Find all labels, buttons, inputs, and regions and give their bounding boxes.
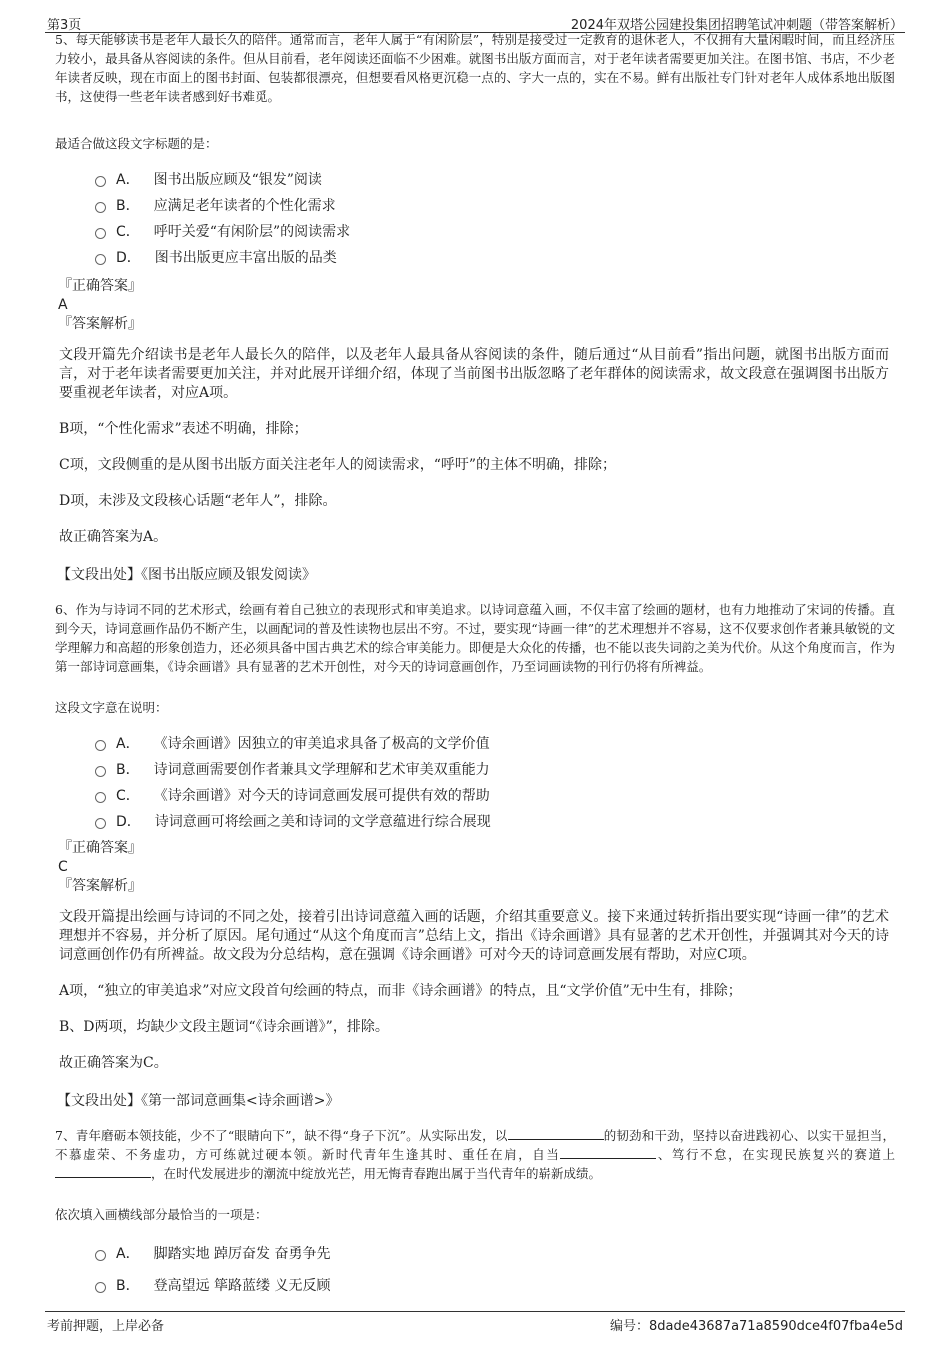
radio-icon[interactable] xyxy=(95,766,106,777)
q6-stem: 这段文字意在说明： xyxy=(55,700,168,715)
q6-answer-tag: 『正确答案』 xyxy=(58,840,142,856)
radio-icon[interactable] xyxy=(95,202,106,213)
q5-analysis xyxy=(59,346,889,547)
q7-stem: 依次填入画横线部分最恰当的一项是： xyxy=(55,1207,268,1222)
radio-icon[interactable] xyxy=(95,228,106,239)
q7-passage xyxy=(55,1126,895,1183)
q5-options xyxy=(95,166,895,270)
q5-answer-tag: 『正确答案』 xyxy=(58,278,142,294)
q6-analysis-para: 故正确答案为C。 xyxy=(59,1055,168,1071)
q5-analysis-para: 故正确答案为A。 xyxy=(59,529,168,545)
q7-option-b[interactable]: B． 登高望远 筚路蓝缕 义无反顾 xyxy=(95,1269,895,1301)
q5-option-b[interactable]: B． 应满足老年读者的个性化需求 xyxy=(95,192,895,218)
q6-analysis-para: B、D两项，均缺少文段主题词“《诗余画谱》”，排除。 xyxy=(59,1019,389,1035)
q5-analysis-tag: 『答案解析』 xyxy=(58,316,142,332)
q7-passage-part: 、笃行不怠，在实现民族复兴的赛道上 xyxy=(656,1147,895,1162)
q6-source: 【文段出处】《第一部词意画集<诗余画谱>》 xyxy=(57,1093,340,1109)
q6-answer: C xyxy=(58,859,68,875)
fill-blank xyxy=(508,1127,604,1140)
q5-analysis-para: 文段开篇先介绍读书是老年人最长久的陪伴，以及老年人最具备从容阅读的条件，随后通过“从目前看”指出问题，就图书出版方面而言，对于老年读者需要更加关注，并对此展开详细介绍，体现了当前图书出版忽略了老年群体的阅读需求，故文段意在强调图书出版方要重视老年读者，对应A项。 xyxy=(59,347,889,401)
q6-analysis-para: A项，“独立的审美追求”对应文段首句绘画的特点，而非《诗余画谱》的特点，且“文学价值”无中生有，排除； xyxy=(59,983,742,999)
q7-passage-part: 7、青年磨砺本领技能，少不了“眼睛向下”，缺不得“身子下沉”。从实际出发，以 xyxy=(55,1128,508,1143)
document-title: 2024年双塔公园建投集团招聘笔试冲刺题（带答案解析） xyxy=(570,18,903,33)
radio-icon[interactable] xyxy=(95,1250,106,1261)
q6-analysis-tag: 『答案解析』 xyxy=(58,878,142,894)
q6-option-c[interactable]: C． 《诗余画谱》对今天的诗词意画发展可提供有效的帮助 xyxy=(95,782,895,808)
fill-blank xyxy=(55,1165,151,1178)
footer-slogan: 考前押题，上岸必备 xyxy=(47,1319,165,1334)
q5-answer: A xyxy=(58,297,68,313)
q6-analysis-para: 文段开篇提出绘画与诗词的不同之处，接着引出诗词意蕴入画的话题，介绍其重要意义。接下来通过转折指出要实现“诗画一律”的艺术理想并不容易，并分析了原因。尾句通过“从这个角度而言”总结上文，指出《诗余画谱》具有显著的艺术开创性，并强调其对今天的诗词意画创作仍有所裨益。故文段为分总结构，意在强调《诗余画谱》可对今天的诗词意画发展有帮助，对应C项。 xyxy=(59,909,889,963)
radio-icon[interactable] xyxy=(95,740,106,751)
q5-passage-clip xyxy=(55,30,895,110)
radio-icon[interactable] xyxy=(95,176,106,187)
q6-option-b[interactable]: B． 诗词意画需要创作者兼具文学理解和艺术审美双重能力 xyxy=(95,756,895,782)
q5-analysis-para: D项，未涉及文段核心话题“老年人”，排除。 xyxy=(59,493,337,509)
q5-source: 【文段出处】《图书出版应顾及银发阅读》 xyxy=(57,567,316,583)
q6-option-a[interactable]: A． 《诗余画谱》因独立的审美追求具备了极高的文学价值 xyxy=(95,730,895,756)
q6-analysis xyxy=(59,908,889,1073)
radio-icon[interactable] xyxy=(95,792,106,803)
q5-passage: 5、每天能够读书是老年人最长久的陪伴。通常而言，老年人属于“有闲阶层”，特别是接受过一定教育的退休老人，不仅拥有大量闲暇时间，而且经济压力较小，最具备从容阅读的条件。但从目前看，老年阅读还面临不少困难。就图书出版方面而言，对于老年读者需要更加关注。在图书馆、书店，不少老年读者反映，现在市面上的图书封面、包装都很漂亮，但想要看风格更沉稳一点的、字大一点的，实在不易。鲜有出版社专门针对老年人成体系地出版图书，这使得一些老年读者感到好书难觅。 xyxy=(55,32,895,104)
q5-option-a[interactable]: A． 图书出版应顾及“银发”阅读 xyxy=(95,166,895,192)
q5-stem: 最适合做这段文字标题的是： xyxy=(55,136,218,151)
radio-icon[interactable] xyxy=(95,1282,106,1293)
q7-option-a[interactable]: A． 脚踏实地 踔厉奋发 奋勇争先 xyxy=(95,1237,895,1269)
page-number: 第3页 xyxy=(47,18,82,33)
q5-analysis-para: C项，文段侧重的是从图书出版方面关注老年人的阅读需求，“呼吁”的主体不明确，排除； xyxy=(59,457,617,473)
q5-option-d[interactable]: D． 图书出版更应丰富出版的品类 xyxy=(95,244,895,270)
q5-analysis-para: B项，“个性化需求”表述不明确，排除； xyxy=(59,421,308,437)
page-content xyxy=(55,30,895,1301)
q6-options xyxy=(95,730,895,834)
q7-options xyxy=(95,1237,895,1301)
q5-option-c[interactable]: C． 呼吁关爱“有闲阶层”的阅读需求 xyxy=(95,218,895,244)
radio-icon[interactable] xyxy=(95,818,106,829)
q6-option-d[interactable]: D． 诗词意画可将绘画之美和诗词的文学意蕴进行综合展现 xyxy=(95,808,895,834)
q7-passage-part: 的韧劲和干劲，坚持以奋进践初心、以实干显担当，不慕虚荣、不务虚功，方可练就过硬本领。新时代青年生逢其时、重任在肩，自当 xyxy=(55,1128,895,1162)
q7-passage-part: ，在时代发展进步的潮流中绽放光芒，用无悔青春跑出属于当代青年的崭新成绩。 xyxy=(151,1166,602,1181)
document-id: 编号：8dade43687a71a8590dce4f07fba4e5d xyxy=(609,1319,903,1334)
fill-blank xyxy=(560,1146,656,1159)
radio-icon[interactable] xyxy=(95,254,106,265)
page-footer xyxy=(45,1311,905,1334)
q6-passage: 6、作为与诗词不同的艺术形式，绘画有着自己独立的表现形式和审美追求。以诗词意蕴入画，不仅丰富了绘画的题材，也有力地推动了宋词的传播。直到今天，诗词意画作品仍不断产生，以画配词的普及性读物也层出不穷。不过，要实现“诗画一律”的艺术理想并不容易，这不仅要求创作者兼具敏锐的文学理解力和高超的形象创造力，还必须具备中国古典艺术的综合审美能力。即便是大众化的传播，也不能以丧失词韵之美为代价。从这个角度而言，作为第一部诗词意画集，《诗余画谱》具有显著的艺术开创性，对今天的诗词意画创作，乃至词画读物的刊行仍将有所裨益。 xyxy=(55,602,895,674)
